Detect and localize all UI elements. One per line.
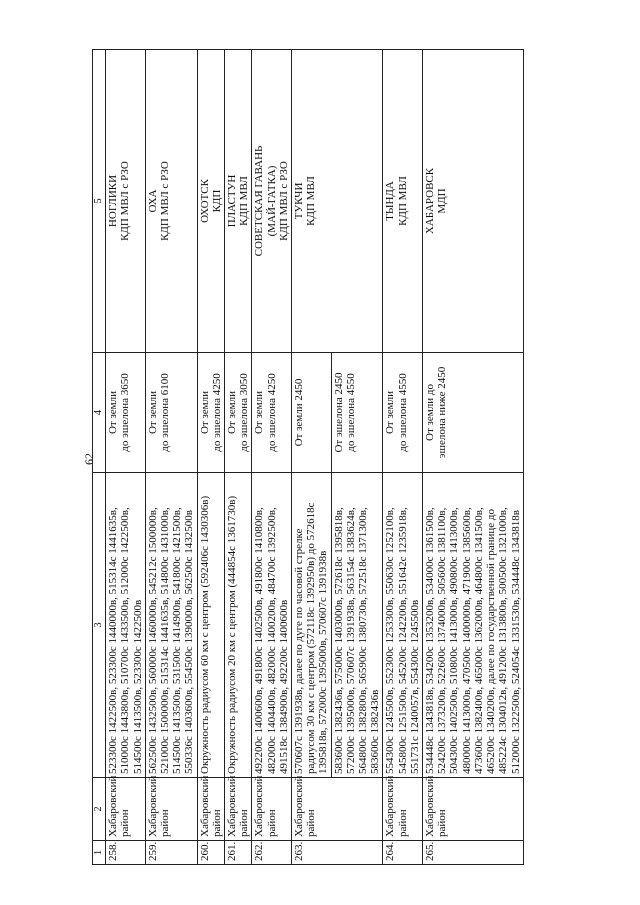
coordinates-cell: 534448с 1343818в, 534200с 1353200в, 534000с 1361500в, 524200с 1373200в, 522600с 1374000в, 505600с 1381100в, 504300с 1402500в, 510800с 1413000в, 490800с 1413000в, 480000с 1413000в, 470500с 1400000в, 471900с 1385600в, 473600с 1382400в, 465000с 1362000в, 464800с 1341500в, 465200с 1340200в, далее по государственной границе до 485224с 1304012в, 491200с 1313800в, 500500с 1321000в, 512000с 1322500в, 524054с 1331530в, 534448с 1343818в — [423, 473, 524, 778]
table-row — [383, 50, 423, 865]
altitude-cell: От эшелона 2450 до эшелона 4550 — [331, 353, 383, 473]
page-number: 62 — [82, 453, 96, 465]
coordinates-cell: 523300с 1422500в, 523300с 1440000в, 515314с 1441635в, 510000с 1443800в, 510700с 1433500в, 512000с 1422500в, 514500с 1413500в, 523300с 1422500в — [106, 473, 146, 778]
airspace-table — [92, 49, 524, 865]
district-cell: Хабаровский район — [252, 778, 292, 841]
altitude-cell: От земли до эшелона 4550 — [383, 353, 423, 473]
district-cell: Хабаровский район — [423, 778, 524, 841]
header-cell-1: 1 — [93, 841, 106, 865]
row-number: 263. — [292, 841, 383, 865]
coordinates-cell: 583600с 1382436в, 575000с 1403000в, 572618с 1395818в, 572000с 1395000в, 570607с 1391938в, 563154с 1383624в, 564800с 1382800в, 565900с 1380730в, 572518с 1371300в, 583600с 1382436в — [331, 473, 383, 778]
district-cell: Хабаровский район — [225, 778, 252, 841]
row-number: 265. — [423, 841, 524, 865]
zone-name-cell: ОХОТСК КДП — [197, 50, 224, 353]
altitude-cell: От земли до эшелона 4250 — [197, 353, 224, 473]
row-number: 260. — [197, 841, 224, 865]
table-row — [252, 50, 292, 865]
row-number: 262. — [252, 841, 292, 865]
zone-name-cell: СОВЕТСКАЯ ГАВАНЬ (МАЙ-ГАТКА) КДП МВЛ с РЗО — [252, 50, 292, 353]
coordinates-cell: Окружность радиусом 20 км с центром (444854с 1361730в) — [225, 473, 252, 778]
table-row — [423, 50, 524, 865]
coordinates-cell: 562500с 1432500в, 560000с 1460000в, 545212с 1500000в, 521000с 1500000в, 515314с 1441635в, 514800с 1431000в, 514500с 1413500в, 531500с 1414900в, 541800с 1421500в, 550336с 1403600в, 554500с 1390000в, 562500с 1432500в — [145, 473, 197, 778]
row-number: 259. — [145, 841, 197, 865]
row-number: 261. — [225, 841, 252, 865]
table-row — [225, 50, 252, 865]
table-row — [292, 50, 332, 865]
zone-name-cell: ОХА КДП МВЛ с РЗО — [145, 50, 197, 353]
coordinates-cell: 492200с 1400600в, 491800с 1402500в, 491800с 1410800в, 482000с 1404400в, 482000с 1400200в, 484700с 1392500в, 491518с 1384900в, 492200с 1400600в — [252, 473, 292, 778]
zone-name-cell: ТЫНДА КДП МВЛ — [383, 50, 423, 353]
table-row — [145, 50, 197, 865]
table-row — [197, 50, 224, 865]
altitude-cell: От земли до эшелона 3050 — [225, 353, 252, 473]
header-row — [93, 50, 106, 865]
coordinates-cell: Окружность радиусом 60 км с центром (592406с 1430306в) — [197, 473, 224, 778]
header-cell-3: 3 — [93, 473, 106, 778]
altitude-cell: От земли до эшелона ниже 2450 — [423, 353, 524, 473]
zone-name-cell: ТУКЧИ КДП МВЛ — [292, 50, 383, 353]
district-cell: Хабаровский район — [383, 778, 423, 841]
altitude-cell: От земли до эшелона 6100 — [145, 353, 197, 473]
coordinates-cell: 570607с 1391938в, далее по дуге по часовой стрелке радиусом 30 км с центром (572118с 1392950в) до 572618с 1395818в, 572000с 1395000в, 570607с 1391938в — [292, 473, 332, 778]
coordinates-cell: 554300с 1245500в, 552300с 1253300в, 550630с 1252100в, 545800с 1251500в, 545200с 1242200в, 551642с 1235918в, 551731с 1240057в, 554300с 1245500в — [383, 473, 423, 778]
header-cell-4: 4 — [93, 353, 106, 473]
zone-name-cell: ПЛАСТУН КДП МВЛ — [225, 50, 252, 353]
district-cell: Хабаровский район — [197, 778, 224, 841]
district-cell: Хабаровский район — [292, 778, 383, 841]
table-row — [106, 50, 146, 865]
zone-name-cell: НОГЛИКИ КДП МВЛ с РЗО — [106, 50, 146, 353]
district-cell: Хабаровский район — [145, 778, 197, 841]
altitude-cell: От земли до эшелона 4250 — [252, 353, 292, 473]
district-cell: Хабаровский район — [106, 778, 146, 841]
zone-name-cell: ХАБАРОВСК МДП — [423, 50, 524, 353]
header-cell-5: 5 — [93, 50, 106, 353]
row-number: 264. — [383, 841, 423, 865]
altitude-cell: От земли 2450 — [292, 353, 332, 473]
altitude-cell: От земли до эшелона 3650 — [106, 353, 146, 473]
row-number: 258. — [106, 841, 146, 865]
header-cell-2: 2 — [93, 778, 106, 841]
